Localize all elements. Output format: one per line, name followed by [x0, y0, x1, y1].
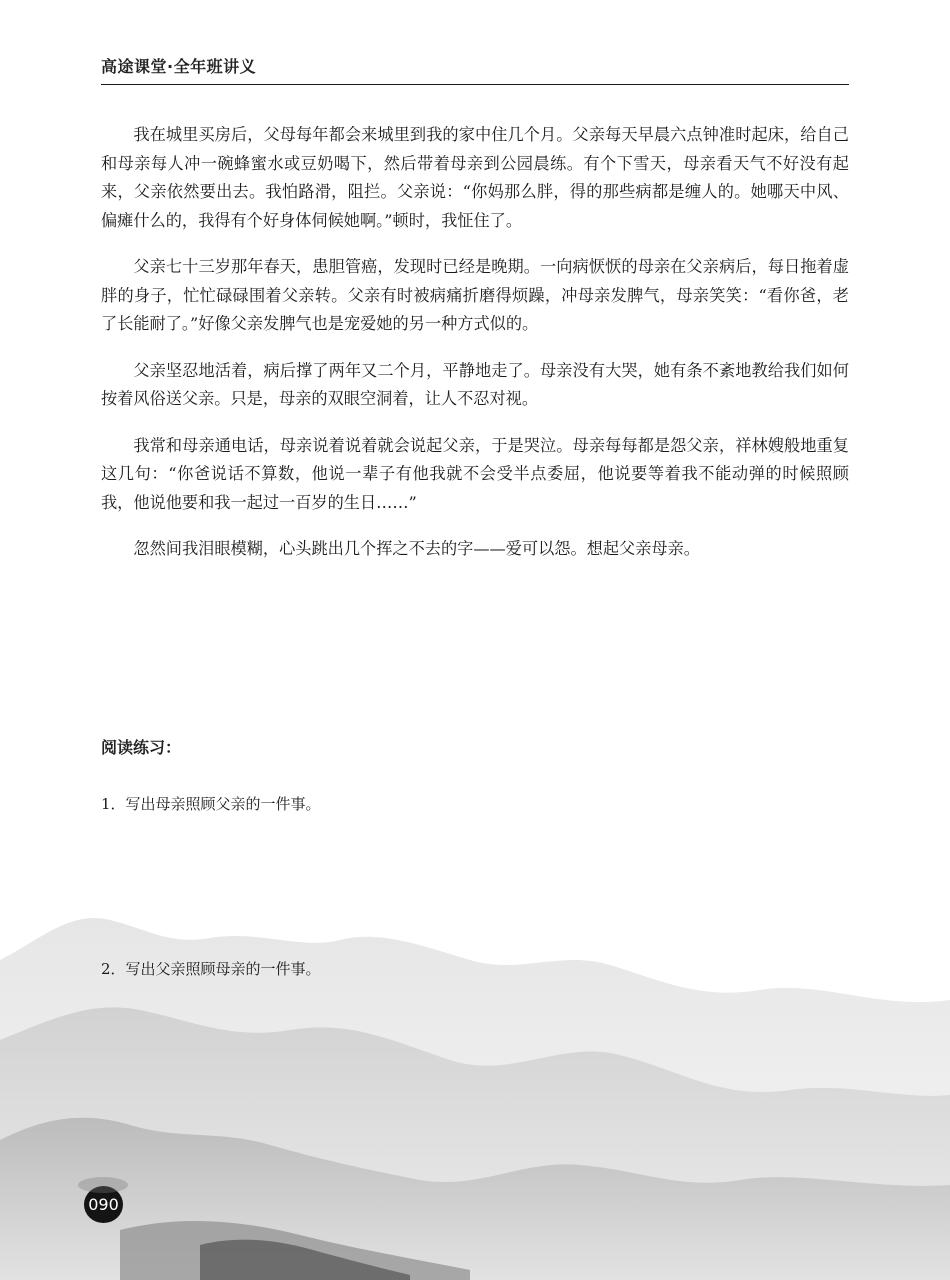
exercise-section-title: 阅读练习：: [101, 738, 182, 757]
page-header: [101, 52, 849, 85]
article-body: [101, 121, 849, 582]
article-paragraph-2: 父亲七十三岁那年春天，患胆管癌，发现时已经是晚期。一向病恹恹的母亲在父亲病后，每日拖着虚胖的身子，忙忙碌碌围着父亲转。父亲有时被病痛折磨得烦躁，冲母亲发脾气，母亲笑笑：“看你爸，老了长能耐了。”好像父亲发脾气也是宠爱她的另一种方式似的。: [101, 257, 849, 333]
header-title: 高途课堂·全年班讲义: [101, 57, 257, 76]
page-number-badge: [84, 1186, 123, 1223]
article-paragraph-1: 我在城里买房后，父母每年都会来城里到我的家中住几个月。父亲每天早晨六点钟准时起床，给自己和母亲每人冲一碗蜂蜜水或豆奶喝下，然后带着母亲到公园晨练。有个下雪天，母亲看天气不好没有起来，父亲依然要出去。我怕路滑，阻拦。父亲说：“你妈那么胖，得的那些病都是缠人的。她哪天中风、偏瘫什么的，我得有个好身体伺候她啊。”顿时，我怔住了。: [101, 125, 849, 230]
page-number: 090: [88, 1195, 119, 1214]
article-paragraph-4: 我常和母亲通电话，母亲说着说着就会说起父亲，于是哭泣。母亲每每都是怨父亲，祥林嫂般地重复这几句：“你爸说话不算数，他说一辈子有他我就不会受半点委屈，他说要等着我不能动弹的时候照顾我，他说他要和我一起过一百岁的生日……”: [101, 435, 849, 512]
ink-landscape-illustration: [0, 890, 950, 1280]
article-paragraph-5: 忽然间我泪眼模糊，心头跳出几个挥之不去的字——爱可以怨。想起父亲母亲。: [133, 539, 700, 558]
article-paragraph-3: 父亲坚忍地活着，病后撑了两年又二个月，平静地走了。母亲没有大哭，她有条不紊地教给我们如何按着风俗送父亲。只是，母亲的双眼空洞着，让人不忍对视。: [101, 360, 849, 408]
exercise-question-1: 1．写出母亲照顾父亲的一件事。: [101, 795, 321, 813]
exercise-question-2: 2．写出父亲照顾母亲的一件事。: [101, 960, 321, 978]
